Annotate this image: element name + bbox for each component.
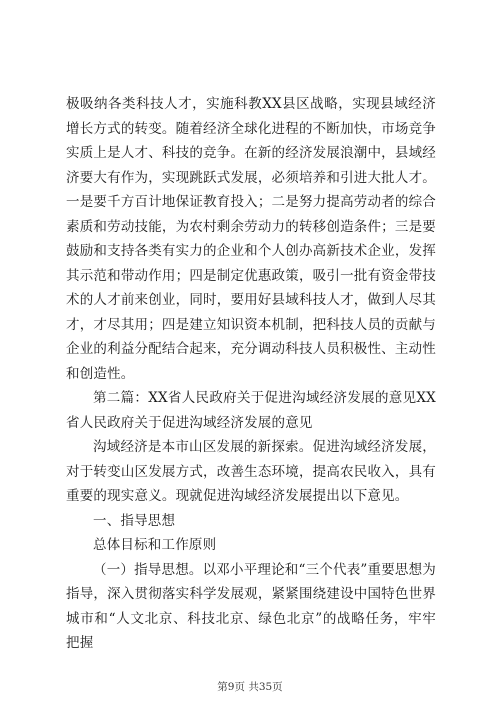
document-body	[66, 92, 436, 656]
subheading-goals-principles: 总体目标和工作原则	[93, 537, 217, 553]
body-paragraph-guiding-thought: （一）指导思想。以邓小平理论和“三个代表”重要思想为指导，深入贯彻落实科学发展观，紧紧围绕建设中国特色世界城市和“人文北京、科技北京、绿色北京”的战略任务，牢牢把握	[66, 561, 437, 651]
section-heading-part-two: 第二篇：XX省人民政府关于促进沟域经济发展的意见XX省人民政府关于促进沟域经济发展的意见	[66, 390, 436, 431]
body-paragraph-intro: 沟域经济是本市山区发展的新探索。促进沟域经济发展，对于转变山区发展方式，改善生态环境，提高农民收入，具有重要的现实意义。现就促进沟域经济发展提出以下意见。	[66, 439, 436, 504]
section-heading-guiding-ideology: 一、指导思想	[93, 512, 176, 529]
body-paragraph-continued: 极吸纳各类科技人才，实施科教XX县区战略，实现县域经济增长方式的转变。随着经济全球化进程的不断加快，市场竞争实质上是人才、科技的竞争。在新的经济发展浪潮中，县域经济要大有作为，实现跳跃式发展，必须培养和引进大批人才。一是要千方百计地保证教育投入；二是努力提高劳动者的综合素质和劳动技能，为农村剩余劳动力的转移创造条件；三是要鼓励和支持各类有实力的企业和个人创办高新技术企业，发挥其示范和带动作用；四是制定优惠政策，吸引一批有资金带技术的人才前来创业，同时，要用好县域科技人才，做到人尽其才，才尽其用；四是建立知识资本机制，把科技人员的贡献与企业的利益分配结合起来，充分调动科技人员积极性、主动性和创造性。	[66, 96, 436, 382]
page-number-footer: 第9页 共35页	[217, 681, 283, 693]
